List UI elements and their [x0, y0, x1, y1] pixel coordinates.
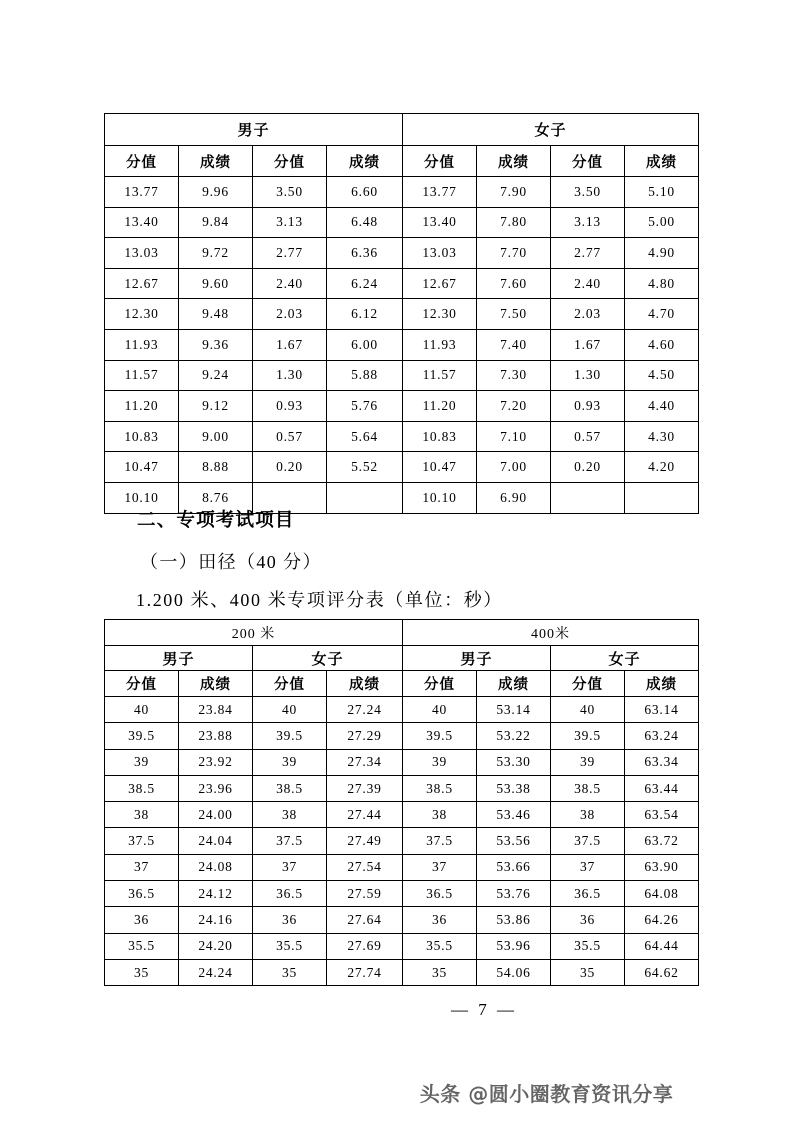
table2-group-400m-female: 女子: [551, 646, 699, 671]
table-cell: 36.5: [403, 881, 477, 907]
table-cell: 24.24: [179, 959, 253, 985]
table-row: [105, 177, 699, 208]
table-cell: 38.5: [551, 775, 625, 801]
table-cell: 11.57: [105, 360, 179, 391]
table-cell: 39: [551, 749, 625, 775]
table-cell: 9.84: [179, 207, 253, 238]
table-cell: 7.20: [477, 391, 551, 422]
table2-group-header-row: [105, 646, 699, 671]
table-cell: 35: [105, 959, 179, 985]
table-cell: 12.30: [105, 299, 179, 330]
table2-event-400m: 400米: [403, 620, 699, 646]
table-cell: 53.38: [477, 775, 551, 801]
table-cell: 63.34: [625, 749, 699, 775]
table-cell: [327, 482, 403, 513]
table-cell: 63.90: [625, 854, 699, 880]
table-cell: 13.03: [403, 238, 477, 269]
table-cell: 53.56: [477, 828, 551, 854]
table2-col-6: 分值: [551, 671, 625, 697]
table-cell: 64.26: [625, 907, 699, 933]
table-cell: 35: [253, 959, 327, 985]
table-cell: 39: [253, 749, 327, 775]
table-cell: 4.20: [625, 452, 699, 483]
table-cell: 35.5: [253, 933, 327, 959]
table2-event-header-row: [105, 620, 699, 646]
table-cell: 38: [253, 802, 327, 828]
table-cell: 63.54: [625, 802, 699, 828]
table-cell: 37.5: [253, 828, 327, 854]
table-cell: 53.76: [477, 881, 551, 907]
table-cell: 10.47: [105, 452, 179, 483]
table-cell: 40: [403, 697, 477, 723]
table-cell: 0.93: [551, 391, 625, 422]
table-cell: [625, 482, 699, 513]
table-row: [105, 207, 699, 238]
table-cell: 36: [253, 907, 327, 933]
table-cell: 36: [105, 907, 179, 933]
table-cell: 4.60: [625, 329, 699, 360]
table-row: [105, 854, 699, 880]
table-cell: 27.59: [327, 881, 403, 907]
table-cell: 53.30: [477, 749, 551, 775]
table2-body: [105, 697, 699, 986]
table-cell: 11.93: [403, 329, 477, 360]
table-cell: 4.50: [625, 360, 699, 391]
table-cell: 7.10: [477, 421, 551, 452]
table-cell: 1.30: [551, 360, 625, 391]
table-cell: 9.12: [179, 391, 253, 422]
table-cell: 11.57: [403, 360, 477, 391]
table-cell: 53.96: [477, 933, 551, 959]
table-cell: 27.24: [327, 697, 403, 723]
table-cell: 53.66: [477, 854, 551, 880]
table2-column-header-row: [105, 671, 699, 697]
table-cell: 27.34: [327, 749, 403, 775]
table-cell: 39: [403, 749, 477, 775]
section-heading: 二、专项考试项目: [137, 510, 295, 531]
table-cell: 38: [105, 802, 179, 828]
table-cell: 2.77: [551, 238, 625, 269]
table-cell: 0.20: [551, 452, 625, 483]
table-cell: 9.36: [179, 329, 253, 360]
table-cell: 38.5: [403, 775, 477, 801]
table-cell: 13.40: [105, 207, 179, 238]
table-row: [105, 907, 699, 933]
table-cell: 7.90: [477, 177, 551, 208]
table1-col-3: 成绩: [327, 146, 403, 177]
table-cell: 64.44: [625, 933, 699, 959]
table-cell: 9.72: [179, 238, 253, 269]
table-cell: 24.08: [179, 854, 253, 880]
table-cell: 63.44: [625, 775, 699, 801]
table1-col-5: 成绩: [477, 146, 551, 177]
table-row: [105, 749, 699, 775]
table-cell: 40: [105, 697, 179, 723]
scoring-table-sprint: [104, 619, 699, 986]
table-cell: 36: [551, 907, 625, 933]
table1-col-7: 成绩: [625, 146, 699, 177]
table-cell: 9.24: [179, 360, 253, 391]
table2-group-400m-male: 男子: [403, 646, 551, 671]
table-cell: 35: [551, 959, 625, 985]
table-cell: 7.80: [477, 207, 551, 238]
table-row: [105, 238, 699, 269]
table-cell: 27.69: [327, 933, 403, 959]
table-cell: 27.74: [327, 959, 403, 985]
table-cell: 5.76: [327, 391, 403, 422]
table1-col-6: 分值: [551, 146, 625, 177]
table-cell: 4.80: [625, 268, 699, 299]
table-cell: 5.64: [327, 421, 403, 452]
table-cell: 10.83: [105, 421, 179, 452]
table-cell: 23.92: [179, 749, 253, 775]
table2-event-200m: 200 米: [105, 620, 403, 646]
table-cell: 24.20: [179, 933, 253, 959]
table-cell: 63.14: [625, 697, 699, 723]
table-cell: 24.00: [179, 802, 253, 828]
table1-col-0: 分值: [105, 146, 179, 177]
table-cell: 7.50: [477, 299, 551, 330]
table-cell: 12.67: [403, 268, 477, 299]
table-cell: 64.08: [625, 881, 699, 907]
table-cell: 38.5: [105, 775, 179, 801]
table-cell: 4.70: [625, 299, 699, 330]
table-cell: 5.10: [625, 177, 699, 208]
table-cell: 27.49: [327, 828, 403, 854]
table-cell: 38: [403, 802, 477, 828]
table-cell: 3.50: [253, 177, 327, 208]
table-cell: 64.62: [625, 959, 699, 985]
table-cell: 0.57: [253, 421, 327, 452]
table-cell: 27.54: [327, 854, 403, 880]
table2-col-7: 成绩: [625, 671, 699, 697]
table-cell: [551, 482, 625, 513]
table2-group-200m-female: 女子: [253, 646, 403, 671]
table-cell: 35: [403, 959, 477, 985]
table-cell: 10.83: [403, 421, 477, 452]
table1-group-header-row: [105, 114, 699, 146]
table-cell: 37: [105, 854, 179, 880]
item-heading: 1.200 米、400 米专项评分表（单位：秒）: [136, 590, 503, 610]
table-row: [105, 421, 699, 452]
table-cell: 0.57: [551, 421, 625, 452]
table-cell: 3.13: [253, 207, 327, 238]
table-row: [105, 329, 699, 360]
table1-group-male: 男子: [105, 114, 403, 146]
table-cell: 13.03: [105, 238, 179, 269]
table-row: [105, 933, 699, 959]
table-cell: 36: [403, 907, 477, 933]
table1-body: [105, 177, 699, 514]
table-row: [105, 881, 699, 907]
table-row: [105, 452, 699, 483]
table-cell: 38.5: [253, 775, 327, 801]
page-number: — 7 —: [451, 1000, 517, 1019]
table-cell: 39.5: [253, 723, 327, 749]
table-cell: 27.44: [327, 802, 403, 828]
table-cell: 12.67: [105, 268, 179, 299]
subsection-heading: （一）田径（40 分）: [140, 552, 322, 572]
table-cell: 4.90: [625, 238, 699, 269]
table-cell: 7.60: [477, 268, 551, 299]
table-cell: 37.5: [551, 828, 625, 854]
table-cell: 35.5: [403, 933, 477, 959]
table-cell: 11.20: [403, 391, 477, 422]
table-cell: 27.39: [327, 775, 403, 801]
table-cell: 3.13: [551, 207, 625, 238]
table2-col-2: 分值: [253, 671, 327, 697]
table-cell: 35.5: [105, 933, 179, 959]
table-cell: 1.30: [253, 360, 327, 391]
table-cell: 39.5: [551, 723, 625, 749]
table-cell: 6.90: [477, 482, 551, 513]
table-row: [105, 697, 699, 723]
table-cell: 36.5: [551, 881, 625, 907]
watermark: 头条 @圆小圈教育资讯分享: [419, 1082, 674, 1106]
table-cell: 9.96: [179, 177, 253, 208]
table1-group-female: 女子: [403, 114, 699, 146]
table-cell: 37: [253, 854, 327, 880]
table2-col-1: 成绩: [179, 671, 253, 697]
table-cell: 40: [253, 697, 327, 723]
table-cell: 11.93: [105, 329, 179, 360]
table-cell: 63.24: [625, 723, 699, 749]
table-cell: 38: [551, 802, 625, 828]
table-cell: 2.77: [253, 238, 327, 269]
table2-col-0: 分值: [105, 671, 179, 697]
table-cell: 0.20: [253, 452, 327, 483]
table-cell: 10.10: [105, 482, 179, 513]
table-cell: 9.48: [179, 299, 253, 330]
table-cell: 35.5: [551, 933, 625, 959]
table-row: [105, 299, 699, 330]
table-cell: 23.88: [179, 723, 253, 749]
table-cell: 36.5: [253, 881, 327, 907]
table1-column-header-row: [105, 146, 699, 177]
table-cell: 4.40: [625, 391, 699, 422]
table-cell: 9.00: [179, 421, 253, 452]
table-row: [105, 723, 699, 749]
table-cell: 13.77: [403, 177, 477, 208]
table-row: [105, 802, 699, 828]
table-cell: 6.00: [327, 329, 403, 360]
table-cell: 13.40: [403, 207, 477, 238]
table-row: [105, 360, 699, 391]
table-cell: 5.88: [327, 360, 403, 391]
table-cell: 2.03: [253, 299, 327, 330]
table-cell: 53.46: [477, 802, 551, 828]
table-cell: 37.5: [105, 828, 179, 854]
table-cell: 5.00: [625, 207, 699, 238]
table-cell: 37.5: [403, 828, 477, 854]
table-cell: 8.76: [179, 482, 253, 513]
table-cell: 6.12: [327, 299, 403, 330]
table-cell: 7.00: [477, 452, 551, 483]
table-cell: 27.29: [327, 723, 403, 749]
table-cell: 39.5: [105, 723, 179, 749]
table-cell: 12.30: [403, 299, 477, 330]
table1-col-2: 分值: [253, 146, 327, 177]
table-cell: 24.04: [179, 828, 253, 854]
table-cell: 6.36: [327, 238, 403, 269]
table-cell: 54.06: [477, 959, 551, 985]
table-cell: 11.20: [105, 391, 179, 422]
table-cell: 6.24: [327, 268, 403, 299]
table1-col-4: 分值: [403, 146, 477, 177]
table-cell: 13.77: [105, 177, 179, 208]
table-cell: 27.64: [327, 907, 403, 933]
table-cell: 6.60: [327, 177, 403, 208]
table-cell: 23.84: [179, 697, 253, 723]
table-cell: 4.30: [625, 421, 699, 452]
scoring-table-general: [104, 113, 699, 514]
table-cell: 6.48: [327, 207, 403, 238]
table-row: [105, 391, 699, 422]
table-cell: 7.70: [477, 238, 551, 269]
table-cell: 39: [105, 749, 179, 775]
table-cell: 2.03: [551, 299, 625, 330]
table2-col-5: 成绩: [477, 671, 551, 697]
table-row: [105, 775, 699, 801]
table-cell: 24.16: [179, 907, 253, 933]
table-cell: 8.88: [179, 452, 253, 483]
table2-col-3: 成绩: [327, 671, 403, 697]
table-cell: 2.40: [253, 268, 327, 299]
table-cell: 39.5: [403, 723, 477, 749]
table-cell: 7.40: [477, 329, 551, 360]
table-cell: 36.5: [105, 881, 179, 907]
table-cell: 7.30: [477, 360, 551, 391]
table-cell: 2.40: [551, 268, 625, 299]
table-row: [105, 959, 699, 985]
table-cell: 0.93: [253, 391, 327, 422]
table-cell: 9.60: [179, 268, 253, 299]
table-cell: 37: [403, 854, 477, 880]
table-cell: 63.72: [625, 828, 699, 854]
table-cell: 40: [551, 697, 625, 723]
table2-group-200m-male: 男子: [105, 646, 253, 671]
table-cell: 53.22: [477, 723, 551, 749]
table-row: [105, 268, 699, 299]
table-cell: 53.86: [477, 907, 551, 933]
table-cell: 10.10: [403, 482, 477, 513]
table-cell: 1.67: [551, 329, 625, 360]
table-cell: 23.96: [179, 775, 253, 801]
table-cell: 10.47: [403, 452, 477, 483]
table-cell: 1.67: [253, 329, 327, 360]
table2-col-4: 分值: [403, 671, 477, 697]
table-cell: 53.14: [477, 697, 551, 723]
table1-col-1: 成绩: [179, 146, 253, 177]
table-cell: 5.52: [327, 452, 403, 483]
table-cell: 3.50: [551, 177, 625, 208]
table-cell: 24.12: [179, 881, 253, 907]
table-row: [105, 828, 699, 854]
table-cell: 37: [551, 854, 625, 880]
